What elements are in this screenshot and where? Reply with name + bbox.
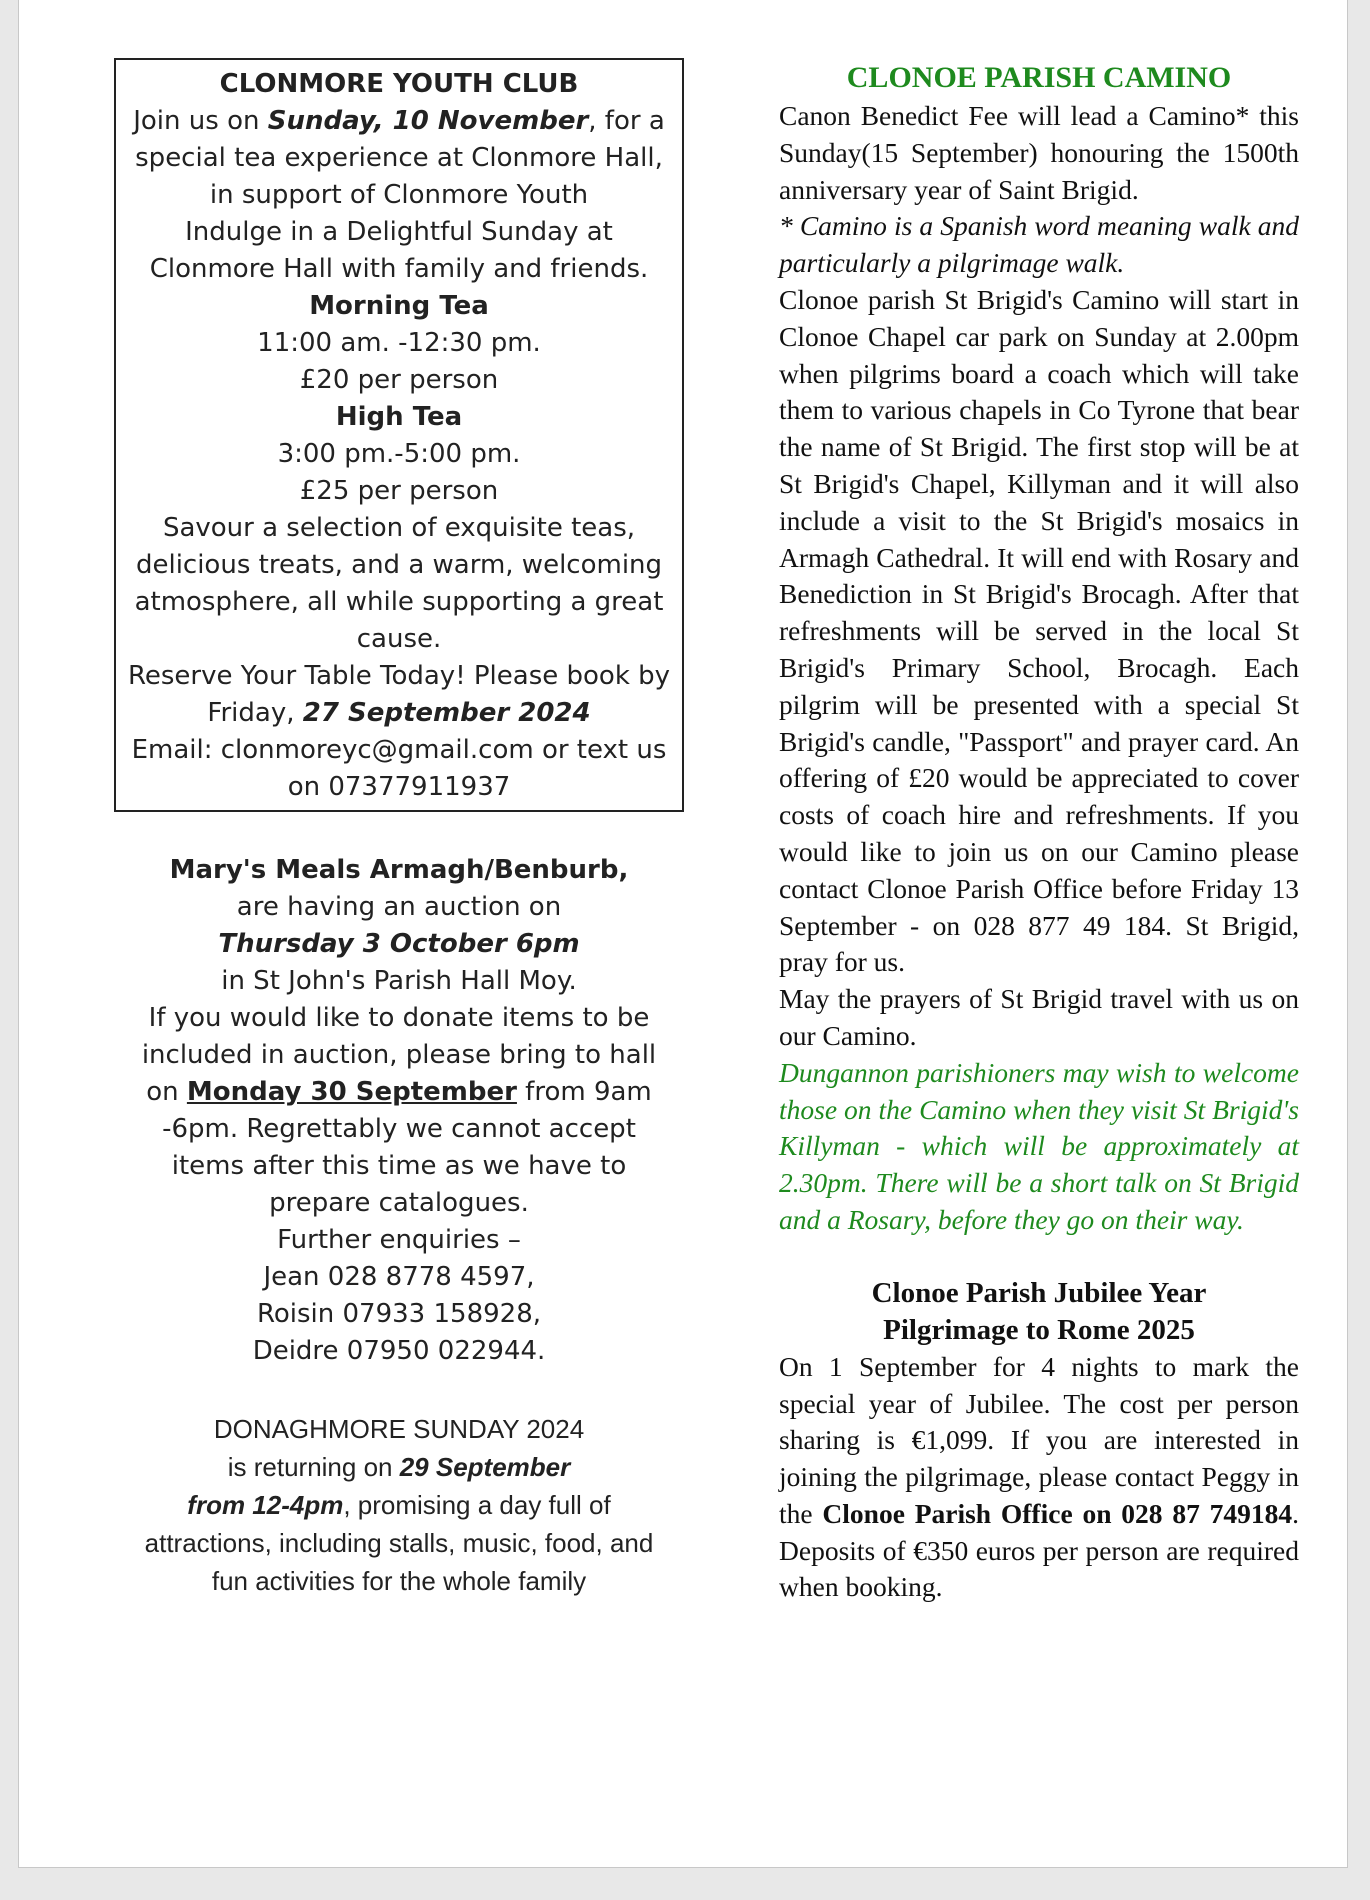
camino-body: Clonoe parish St Brigid's Camino will start in Clonoe Chapel car park on Sunday at 2.00pm when pilgrims board a coach which will take them to various chapels in Co Tyrone that bear the name of St Brigid. The first stop will be at St Brigid's Chapel, Killyman and it will also include a visit to the St Brigid's mosaics in Armagh Cathedral. It will end with Rosary and Benediction in St Brigid's Brocagh. After that refreshments will be served in the local St Brigid's Primary School, Brocagh. Each pilgrim will be presented with a special St Brigid's candle, "Passport" and prayer card. An offering of £20 would be appreciated to cover costs of coach hire and refreshments. If you would like to join us on our Camino please contact Clonoe Parish Office before Friday 13 September - on 028 877 49 184. St Brigid, pray for us. (779, 283, 1299, 978)
high-tea-time: 3:00 pm.-5:00 pm. (277, 439, 521, 469)
youth-club-reserve (126, 658, 672, 732)
youth-club-notice (114, 58, 684, 812)
jubilee-contact: Clonoe Parish Office on 028 87 749184 (822, 1497, 1293, 1529)
youth-club-title: CLONMORE YOUTH CLUB (219, 69, 579, 99)
camino-title: CLONOE PARISH CAMINO (846, 61, 1232, 94)
donaghmore-title: DONAGHMORE SUNDAY 2024 (213, 1414, 585, 1444)
donaghmore-detail: , promising a day full of attractions, including stalls, music, food, and fun activities for the whole family (144, 1490, 654, 1596)
donaghmore-returning: is returning on (227, 1452, 400, 1482)
marys-meals-date: Thursday 3 October 6pm (218, 929, 580, 959)
marys-meals-contact2: Roisin 07933 158928, (256, 1299, 542, 1329)
newsletter-page (18, 0, 1348, 1868)
marys-meals-contact3: Deidre 07950 022944. (252, 1336, 546, 1366)
donaghmore-line (134, 1448, 664, 1486)
donate-detail: from 9am -6pm. Regrettably we cannot accept items after this time as we have to prepare catalogues. (162, 1077, 652, 1218)
donaghmore-desc (134, 1486, 664, 1600)
jubilee-body (779, 1349, 1299, 1607)
donaghmore-date: 29 September (399, 1452, 571, 1482)
camino-green-note: Dungannon parishioners may wish to welcome those on the Camino when they visit St Brigid's Killyman - which will be approximately at 2.30pm. There will be a short talk on St Brigid and a Rosary, before they go on their way. (779, 1056, 1299, 1235)
youth-club-indulge: Indulge in a Delightful Sunday at Clonmore Hall with family and friends. (149, 217, 649, 284)
marys-meals-venue: in St John's Parish Hall Moy. (221, 966, 577, 996)
morning-tea-time: 11:00 am. -12:30 pm. (257, 328, 541, 358)
jubilee-title-line1: Clonoe Parish Jubilee Year (871, 1276, 1207, 1309)
invite-date: Sunday, 10 November (267, 106, 589, 136)
invite-text: Join us on (133, 106, 268, 136)
left-column (114, 58, 684, 1600)
marys-meals-line1: are having an auction on (236, 892, 562, 922)
right-column (779, 58, 1299, 1606)
invite-detail: , for a special tea experience at Clonmore Hall, in support of Clonmore Youth (135, 106, 665, 210)
youth-club-invite (126, 103, 672, 214)
donaghmore-notice (114, 1410, 684, 1600)
marys-meals-enquiries: Further enquiries – (277, 1225, 521, 1255)
donate-date: Monday 30 September (186, 1077, 517, 1107)
jubilee-text: On 1 September for 4 nights to mark the special year of Jubilee. The cost per person sharing is €1,099. If you are interested in joining the pilgrimage, please contact Peggy in the (779, 1350, 1299, 1529)
youth-club-contact: Email: clonmoreyc@gmail.com or text us on 07377911937 (131, 735, 667, 802)
jubilee-title-line2: Pilgrimage to Rome 2025 (883, 1313, 1195, 1346)
morning-tea-title: Morning Tea (309, 291, 489, 321)
donate-text: If you would like to donate items to be included in auction, please bring to hall on (141, 1003, 657, 1107)
marys-meals-title: Mary's Meals Armagh/Benburb, (169, 855, 629, 885)
morning-tea-price: £20 per person (299, 365, 499, 395)
reserve-text: Reserve Your Table Today! Please book by Friday, (127, 661, 671, 728)
camino-prayer: May the prayers of St Brigid travel with us on our Camino. (779, 983, 1299, 1051)
marys-meals-donate (126, 1000, 672, 1222)
youth-club-savour: Savour a selection of exquisite teas, delicious treats, and a warm, welcoming atmosphere, all while supporting a great cause. (134, 513, 664, 654)
high-tea-price: £25 per person (299, 476, 499, 506)
reserve-date: 27 September 2024 (302, 698, 591, 728)
marys-meals-contact1: Jean 028 8778 4597, (263, 1262, 535, 1292)
high-tea-title: High Tea (335, 402, 463, 432)
camino-intro: Canon Benedict Fee will lead a Camino* this Sunday(15 September) honouring the 1500th anniversary year of Saint Brigid. (779, 100, 1299, 205)
donaghmore-time: from 12-4pm (187, 1490, 344, 1520)
marys-meals-notice (114, 852, 684, 1370)
jubilee-deposit: . Deposits of €350 euros per person are required when booking. (779, 1497, 1299, 1603)
camino-footnote: * Camino is a Spanish word meaning walk and particularly a pilgrimage walk. (779, 210, 1299, 279)
